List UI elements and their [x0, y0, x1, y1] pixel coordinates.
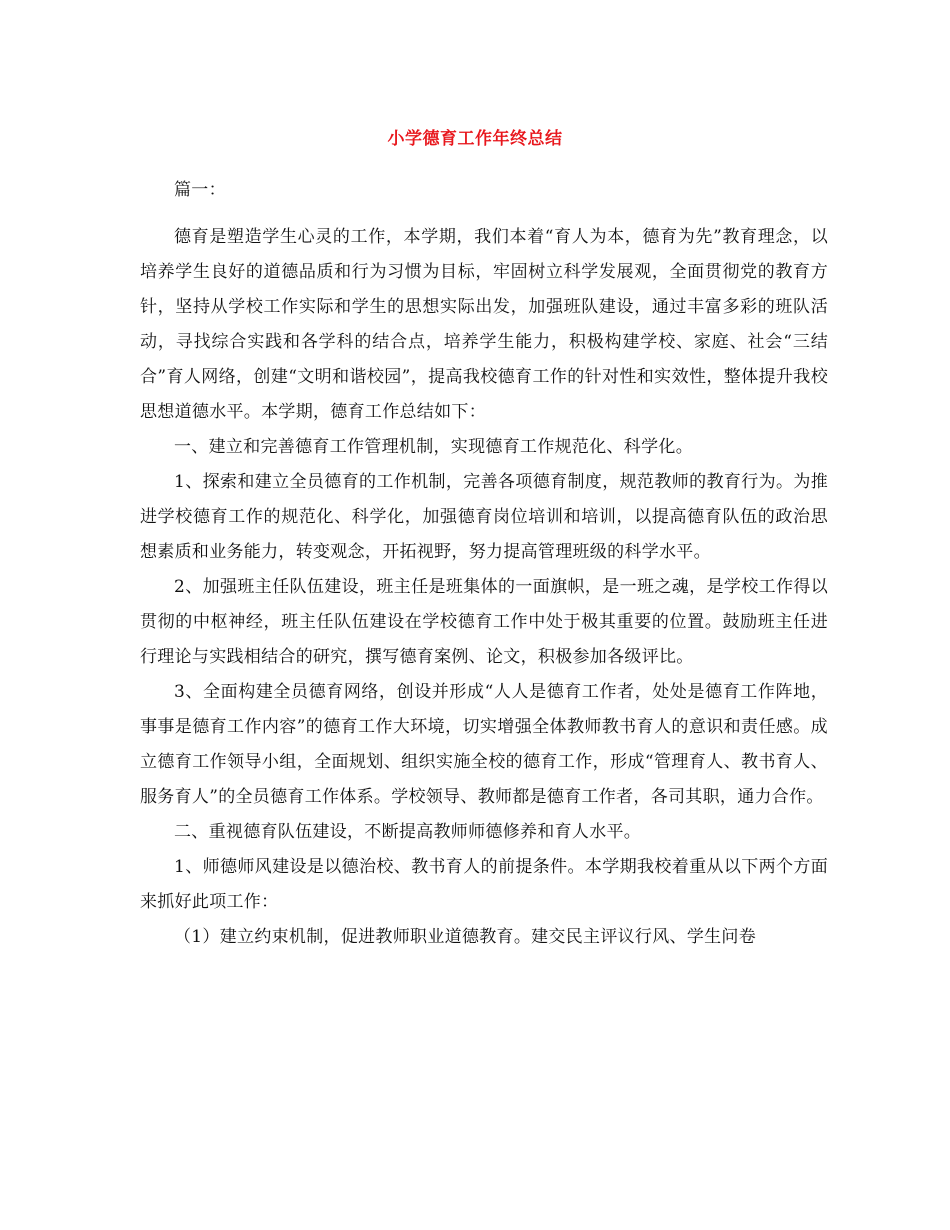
section-heading: 篇一： — [174, 180, 226, 200]
paragraph: 一、建立和完善德育工作管理机制，实现德育工作规范化、科学化。 — [174, 437, 693, 457]
paragraph: 1、探索和建立全员德育的工作机制，完善各项德育制度，规范教师的教育行为。为推进学校德育工作的规范化、科学化，加强德育岗位培训和培训，以提高德育队伍的政治思想素质和业务能力，转变观念，开拓视野，努力提高管理班级的科学水平。 — [140, 472, 828, 562]
paragraph: 3、全面构建全员德育网络，创设并形成“人人是德育工作者，处处是德育工作阵地，事事是德育工作内容”的德育工作大环境，切实增强全体教师教书育人的意识和责任感。成立德育工作领导小组，全面规划、组织实施全校的德育工作，形成“管理育人、教书育人、服务育人”的全员德育工作体系。学校领导、教师都是德育工作者，各司其职，通力合作。 — [140, 682, 828, 807]
paragraph: 二、重视德育队伍建设，不断提高教师师德修养和育人水平。 — [174, 822, 642, 842]
paragraph: 德育是塑造学生心灵的工作，本学期，我们本着“育人为本，德育为先”教育理念，以培养学生良好的道德品质和行为习惯为目标，牢固树立科学发展观，全面贯彻党的教育方针，坚持从学校工作实际和学生的思想实际出发，加强班队建设，通过丰富多彩的班队活动，寻找综合实践和各学科的结合点，培养学生能力，积极构建学校、家庭、社会“三结合”育人网络，创建“文明和谐校园”，提高我校德育工作的针对性和实效性，整体提升我校思想道德水平。本学期，德育工作总结如下： — [140, 227, 828, 422]
document-title: 小学德育工作年终总结 — [387, 129, 563, 149]
document-body — [140, 180, 828, 955]
paragraph: 2、加强班主任队伍建设，班主任是班集体的一面旗帜，是一班之魂，是学校工作得以贯彻的中枢神经，班主任队伍建设在学校德育工作中处于极其重要的位置。鼓励班主任进行理论与实践相结合的研究，撰写德育案例、论文，积极参加各级评比。 — [140, 577, 828, 667]
paragraph: 1、师德师风建设是以德治校、教书育人的前提条件。本学期我校着重从以下两个方面来抓好此项工作： — [140, 857, 828, 912]
paragraph: （1）建立约束机制，促进教师职业道德教育。建交民主评议行风、学生问卷 — [174, 927, 757, 947]
